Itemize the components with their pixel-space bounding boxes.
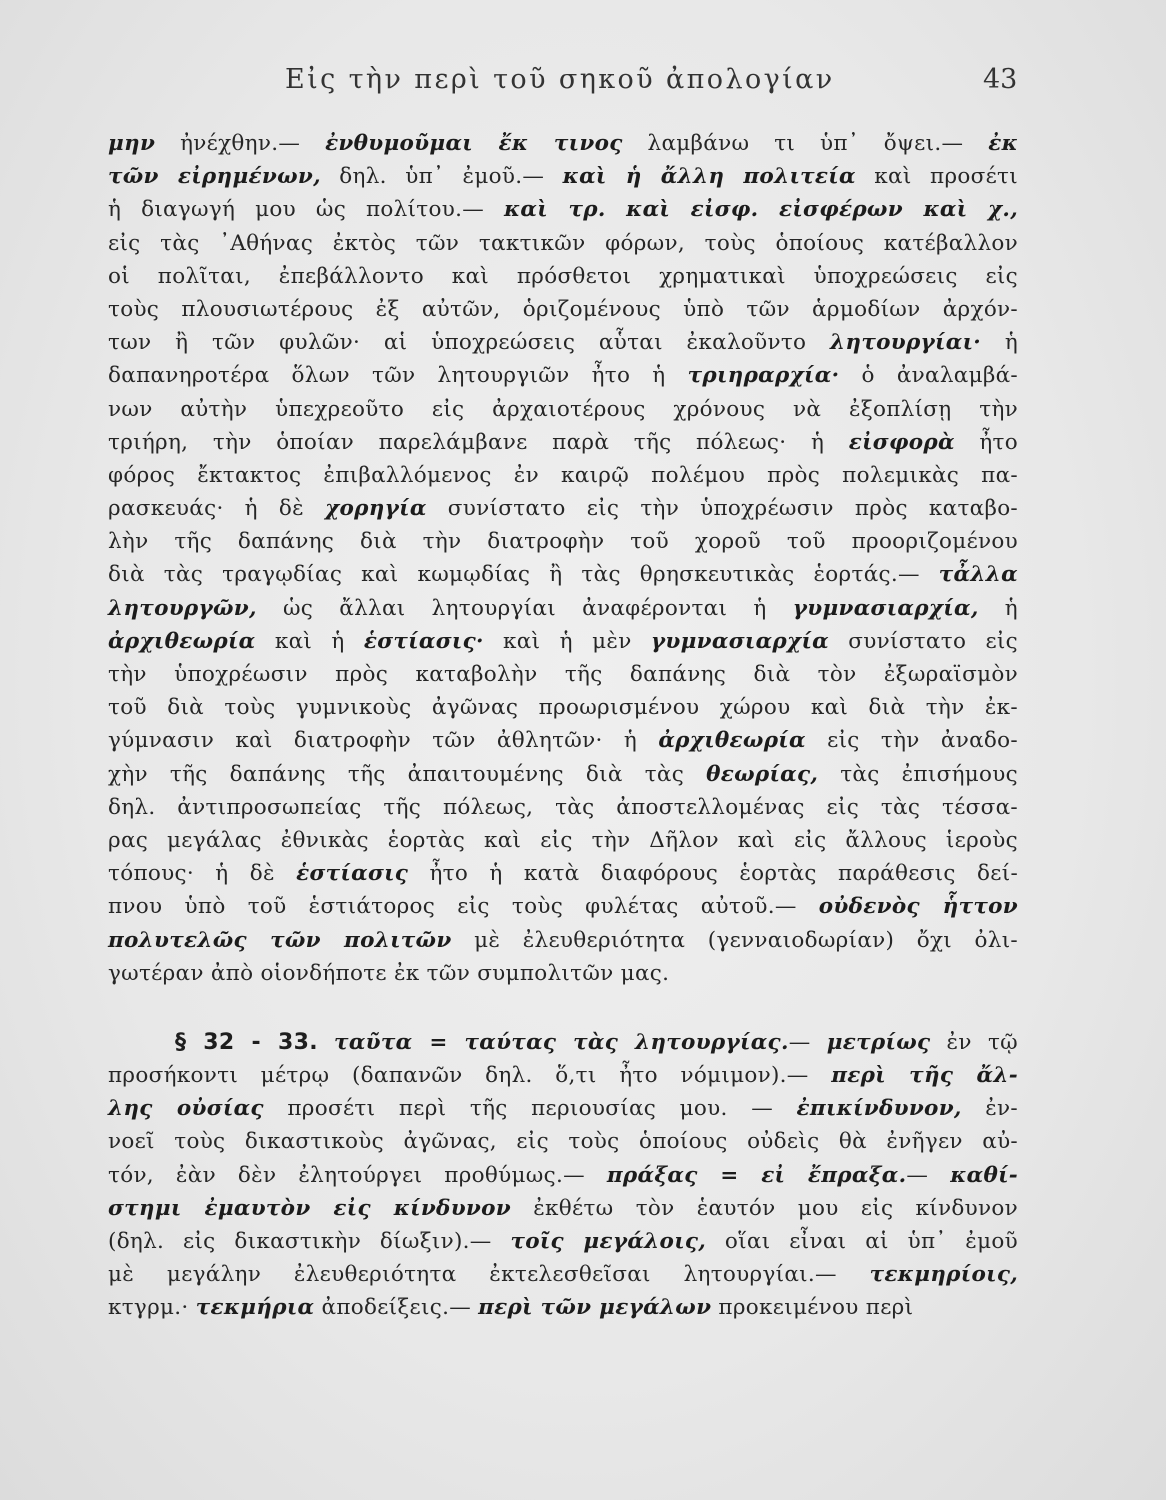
text-line xyxy=(108,857,1018,890)
text-line xyxy=(108,293,1018,326)
text-line xyxy=(108,1125,1018,1158)
text-run: ἡ xyxy=(978,595,1018,621)
text-line xyxy=(108,758,1018,791)
lemma-term: καὶ τρ. καὶ εἰσφ. εἰσφέρων καὶ χ., xyxy=(503,197,1018,223)
lemma-term: στημι ἐμαυτὸν εἰς κίνδυνον xyxy=(108,1195,511,1221)
lemma-term: γυμνασιαρχία xyxy=(650,628,830,654)
lemma-term: πολυτελῶς τῶν πολιτῶν xyxy=(108,927,452,953)
text-run: ἀποδείξεις.— xyxy=(314,1295,479,1321)
text-run: προκειμένου περὶ xyxy=(711,1295,914,1321)
text-run: προσήκοντι μέτρῳ (δαπανῶν δηλ. ὅ,τι ἦτο νόμιμον).— xyxy=(108,1063,832,1089)
text-line xyxy=(108,492,1018,525)
text-run: τὴν ὑποχρέωσιν πρὸς καταβολὴν τῆς δαπάνης διὰ τὸν ἐξωραϊσμὸν xyxy=(108,662,1018,687)
text-run: ὡς ἄλλαι λητουργίαι ἀναφέρονται ἡ xyxy=(256,595,793,621)
text-line xyxy=(108,924,1018,957)
lemma-term: καὶ ἡ ἄλλη πολιτεία xyxy=(562,164,856,190)
text-run: λὴν τῆς δαπάνης διὰ τὴν διατροφὴν τοῦ χοροῦ τοῦ προοριζομένου xyxy=(108,529,1018,555)
lemma-term: τεκμηρίοις, xyxy=(869,1262,1018,1288)
lemma-term: ἀρχιθεωρία xyxy=(108,628,256,654)
lemma-term: τεκμήρια xyxy=(195,1295,315,1321)
text-run: ἐν- xyxy=(961,1096,1018,1122)
text-run: οἱ πολῖται, ἐπεβάλλοντο καὶ πρόσθετοι χρηματικαὶ ὑποχρεώσεις εἰς xyxy=(108,263,1018,289)
text-run: διὰ τὰς τραγῳδίας καὶ κωμῳδίας ἢ τὰς θρησκευτικὰς ἑορτάς.— xyxy=(108,562,939,588)
lemma-term: περὶ τῶν μεγάλων xyxy=(478,1295,712,1321)
running-title: Εἰς τὴν περὶ τοῦ σηκοῦ ἀπολογίαν xyxy=(285,64,835,95)
lemma-term: μην xyxy=(108,131,156,156)
text-line xyxy=(108,824,1018,857)
lemma-term: ἐνθυμοῦμαι ἔκ τινος xyxy=(325,131,623,156)
text-line xyxy=(108,1258,1018,1291)
paragraph-gap xyxy=(108,990,1018,1026)
text-line xyxy=(108,625,1018,658)
text-run: ἠνέχθην.— xyxy=(155,131,326,156)
text-run: τὰς ἐπισήμους xyxy=(818,761,1018,787)
text-run: λαμβάνω τι ὑπ᾽ ὄψει.— xyxy=(622,131,989,156)
text-line xyxy=(108,1225,1018,1258)
lemma-term: λητουργῶν, xyxy=(108,595,257,621)
lemma-term: καθί- xyxy=(950,1162,1019,1188)
text-run: νοεῖ τοὺς δικαστικοὺς ἀγῶνας, εἰς τοὺς ὁποίους οὐδεὶς θὰ ἐνῆγεν αὐ- xyxy=(108,1129,1018,1155)
text-run: μὲ μεγάλην ἐλευθεριότητα ἐκτελεσθεῖσαι λητουργίαι.— xyxy=(108,1262,870,1288)
text-line xyxy=(108,393,1018,426)
lemma-term: ἑστίασις xyxy=(296,861,409,887)
text-run: τόπους· ἡ δὲ xyxy=(108,861,297,887)
text-line xyxy=(108,227,1018,260)
lemma-term: τριηραρχία· xyxy=(687,363,840,389)
text-run: τοὺς πλουσιωτέρους ἐξ αὐτῶν, ὁριζομένους ὑπὸ τῶν ἁρμοδίων ἀρχόν- xyxy=(108,296,1018,322)
text-run: εἰς τὰς ᾽Αθήνας ἐκτὸς τῶν τακτικῶν φόρων, τοὺς ὁποίους κατέβαλλον xyxy=(108,230,1018,256)
running-head xyxy=(0,64,1166,104)
text-run: πνου ὑπὸ τοῦ ἑστιάτορος εἰς τοὺς φυλέτας αὐτοῦ.— xyxy=(108,894,819,920)
text-run: φόρος ἔκτακτος ἐπιβαλλόμενος ἐν καιρῷ πολέμου πρὸς πολεμικὰς πα- xyxy=(108,462,1018,488)
text-run: χὴν τῆς δαπάνης τῆς ἀπαιτουμένης διὰ τὰς xyxy=(108,761,707,787)
text-line xyxy=(108,359,1018,392)
text-run xyxy=(318,1030,334,1055)
text-line xyxy=(108,1159,1018,1192)
text-run: ἐκθέτω τὸν ἑαυτόν μου εἰς κίνδυνον xyxy=(511,1195,1018,1221)
lemma-term: χορηγία xyxy=(325,496,427,522)
commentary-text xyxy=(108,127,1018,1325)
paragraph xyxy=(108,1026,1018,1325)
text-run: εἰς τὴν ἀναδο- xyxy=(805,728,1018,754)
paragraph xyxy=(108,127,1018,990)
text-line xyxy=(108,592,1018,625)
text-run: οἵαι εἶναι αἱ ὑπ᾽ ἐμοῦ xyxy=(706,1229,1019,1254)
text-line xyxy=(108,160,1018,193)
text-run: (δηλ. εἰς δικαστικὴν δίωξιν).— xyxy=(108,1229,511,1254)
text-run: — xyxy=(788,1029,827,1055)
text-run: ἦτο xyxy=(954,429,1018,455)
lemma-term: ταῦτα = ταύτας τὰς λητουργίας. xyxy=(334,1029,789,1055)
text-line xyxy=(108,1092,1018,1125)
text-run: ἐν τῷ xyxy=(930,1029,1018,1055)
lemma-term: εἰσφορὰ xyxy=(848,429,955,455)
text-run: ἡ διαγωγή μου ὡς πολίτου.— xyxy=(108,197,504,223)
text-line xyxy=(108,426,1018,459)
text-run: γύμνασιν καὶ διατροφὴν τῶν ἀθλητῶν· ἡ xyxy=(108,728,659,754)
text-run: ἦτο ἡ κατὰ διαφόρους ἑορτὰς παράθεσις δεί- xyxy=(408,861,1019,887)
lemma-term: οὐδενὸς ἧττον xyxy=(818,894,1018,920)
lemma-term: τοῖς μεγάλοις, xyxy=(510,1229,707,1254)
text-line xyxy=(108,791,1018,824)
text-run: καὶ ἡ xyxy=(255,628,364,654)
text-line xyxy=(108,1291,1018,1324)
text-line xyxy=(108,1192,1018,1225)
lemma-term: τἆλλα xyxy=(938,562,1018,588)
text-run: συνίστατο εἰς τὴν ὑποχρέωσιν πρὸς καταβο- xyxy=(426,496,1018,522)
lemma-term: ἀρχιθεωρία xyxy=(658,728,806,754)
lemma-term: ἐπικίνδυνον, xyxy=(796,1096,962,1122)
text-line xyxy=(108,260,1018,293)
lemma-term: τῶν εἰρημένων, xyxy=(108,164,321,190)
text-run: μὲ ἐλευθεριότητα (γενναιοδωρίαν) ὄχι ὀλι- xyxy=(451,927,1018,953)
text-run: καὶ προσέτι xyxy=(855,164,1018,190)
text-run: ρας μεγάλας ἐθνικὰς ἑορτὰς καὶ εἰς τὴν Δῆλον καὶ εἰς ἄλλους ἱεροὺς xyxy=(108,827,1018,853)
text-line xyxy=(108,724,1018,757)
section-marker: § 32 - 33. xyxy=(175,1029,318,1055)
lemma-term: περὶ τῆς ἄλ- xyxy=(831,1063,1018,1089)
text-run: δηλ. ἀντιπροσωπείας τῆς πόλεως, τὰς ἀποστελλομένας εἰς τὰς τέσσα- xyxy=(108,794,1018,820)
text-run: — xyxy=(906,1162,951,1188)
page-number: 43 xyxy=(983,64,1018,95)
text-line xyxy=(108,957,1018,990)
text-line xyxy=(108,1026,1018,1059)
text-run: καὶ ἡ μὲν xyxy=(483,628,651,654)
text-run: τοῦ διὰ τοὺς γυμνικοὺς ἀγῶνας προωρισμένου χώρου καὶ διὰ τὴν ἐκ- xyxy=(108,695,1018,721)
text-run: ὁ ἀναλαμβά- xyxy=(839,363,1018,389)
text-line xyxy=(108,459,1018,492)
lemma-term: θεωρίας, xyxy=(706,761,819,787)
lemma-term: λητουργίαι· xyxy=(830,330,982,356)
text-run: νων αὐτὴν ὑπεχρεοῦτο εἰς ἀρχαιοτέρους χρόνους νὰ ἐξοπλίσῃ τὴν xyxy=(108,396,1018,422)
text-run: δαπανηροτέρα ὅλων τῶν λητουργιῶν ἦτο ἡ xyxy=(108,363,688,389)
text-run: των ἢ τῶν φυλῶν· αἱ ὑποχρεώσεις αὗται ἐκαλοῦντο xyxy=(108,330,831,356)
lemma-term: ἑστίασις· xyxy=(363,628,484,654)
text-line xyxy=(108,890,1018,923)
text-line xyxy=(108,127,1018,160)
text-run: ἡ xyxy=(981,330,1018,356)
text-line xyxy=(108,691,1018,724)
lemma-term: πράξας = εἰ ἔπραξα. xyxy=(606,1162,907,1188)
lemma-term: ἐκ xyxy=(988,131,1018,156)
text-line xyxy=(108,1059,1018,1092)
text-line xyxy=(108,193,1018,226)
text-line xyxy=(108,558,1018,591)
text-line xyxy=(108,525,1018,558)
text-run: δηλ. ὑπ᾽ ἐμοῦ.— xyxy=(320,164,563,190)
lemma-term: λης οὐσίας xyxy=(108,1096,264,1122)
text-line xyxy=(108,326,1018,359)
lemma-term: μετρίως xyxy=(826,1029,931,1055)
text-run: ρασκευάς· ἡ δὲ xyxy=(108,496,326,522)
text-run: τόν, ἐὰν δὲν ἐλητούργει προθύμως.— xyxy=(108,1162,607,1188)
text-run: τριήρη, τὴν ὁποίαν παρελάμβανε παρὰ τῆς πόλεως· ἡ xyxy=(108,429,849,455)
lemma-term: γυμνασιαρχία, xyxy=(792,595,979,621)
text-run: κτγρμ.· xyxy=(108,1295,196,1321)
text-line xyxy=(108,658,1018,691)
text-run: προσέτι περὶ τῆς περιουσίας μου. — xyxy=(263,1096,797,1122)
text-run: συνίστατο εἰς xyxy=(829,628,1018,654)
text-run: γωτέραν ἀπὸ οἱονδήποτε ἐκ τῶν συμπολιτῶν μας. xyxy=(108,960,670,986)
